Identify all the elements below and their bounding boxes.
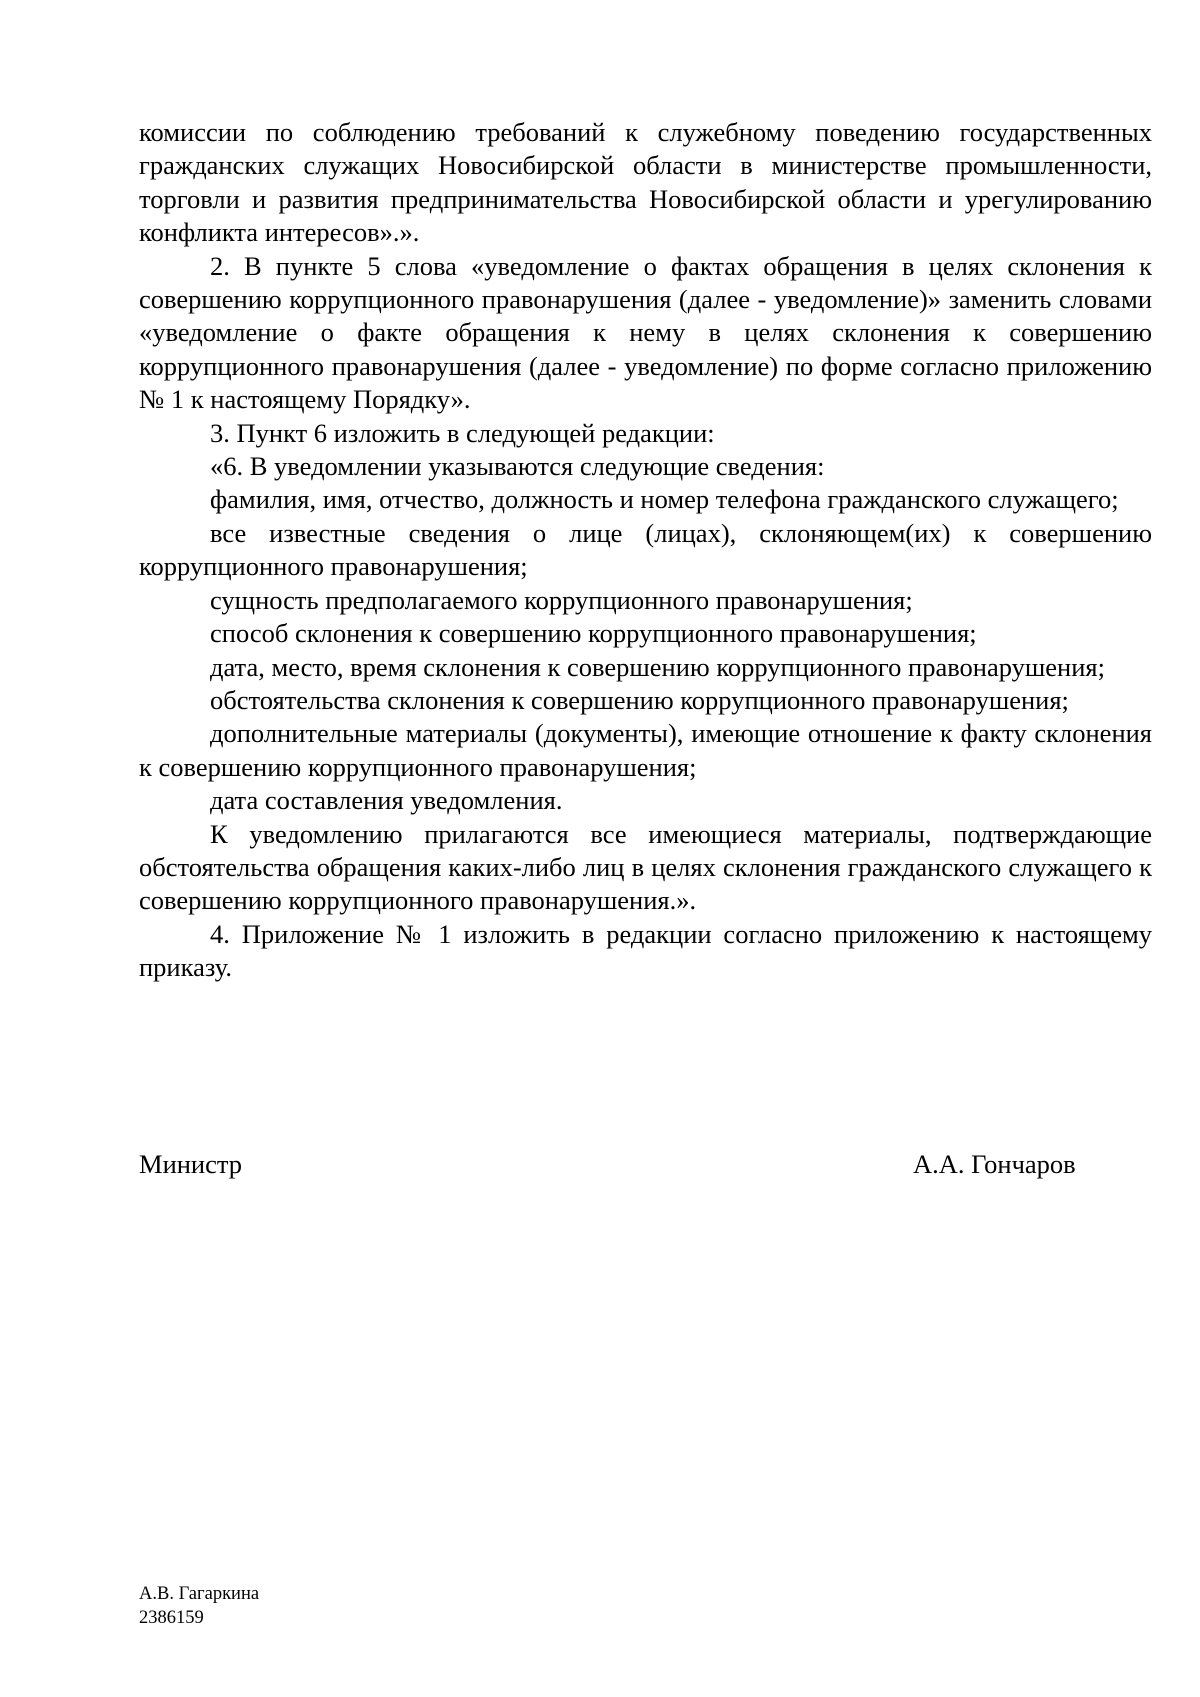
paragraph-list-item: обстоятельства склонения к совершению коррупционного правонарушения;	[210, 684, 1069, 715]
signature-position: Министр	[139, 1149, 243, 1179]
executor-phone: 2386159	[139, 1608, 204, 1628]
paragraph-list-item: сущность предполагаемого коррупционного правонарушения;	[210, 584, 913, 615]
paragraph-item-4: 4. Приложение № 1 изложить в редакции согласно приложению к настоящему приказу.	[139, 918, 1152, 983]
executor-name: А.В. Гагаркина	[139, 1584, 260, 1604]
paragraph-list-item: дата составления уведомления.	[210, 785, 563, 816]
executor-block	[139, 1582, 259, 1630]
paragraph-list-item: все известные сведения о лице (лицах), склоняющем(их) к совершению коррупционного правонарушения;	[139, 517, 1152, 582]
paragraph-attachments: К уведомлению прилагаются все имеющиеся материалы, подтверждающие обстоятельства обращения каких-либо лиц в целях склонения гражданского служащего к совершению коррупционного правонарушения.».	[139, 818, 1152, 916]
paragraph-list-item: фамилия, имя, отчество, должность и номер телефона гражданского служащего;	[210, 484, 1119, 515]
paragraph-clause-6: «6. В уведомлении указываются следующие сведения:	[210, 451, 825, 482]
signature-name: А.А. Гончаров	[913, 1149, 1076, 1179]
paragraph-item-2: 2. В пункте 5 слова «уведомление о фактах обращения в целях склонения к совершению коррупционного правонарушения (далее - уведомление)» заменить словами «уведомление о факте обращения к нему в целях склонения к совершению коррупционного правонарушения (далее - уведомление) по форме согласно приложению № 1 к настоящему Порядку».	[139, 250, 1152, 415]
paragraph-list-item: дополнительные материалы (документы), имеющие отношение к факту склонения к совершению коррупционного правонарушения;	[139, 718, 1152, 782]
paragraph-list-item: дата, место, время склонения к совершению коррупционного правонарушения;	[210, 651, 1105, 682]
paragraph-list-item: способ склонения к совершению коррупционного правонарушения;	[210, 618, 977, 649]
paragraph-item-3: 3. Пункт 6 изложить в следующей редакции:	[210, 417, 715, 448]
document-body	[139, 116, 1152, 985]
paragraph-commission-continuation: комиссии по соблюдению требований к служебному поведению государственных гражданских служащих Новосибирской области в министерстве промышленности, торговли и развития предпринимательства Новосибирской области и урегулированию конфликта интересов».».	[139, 117, 1152, 248]
